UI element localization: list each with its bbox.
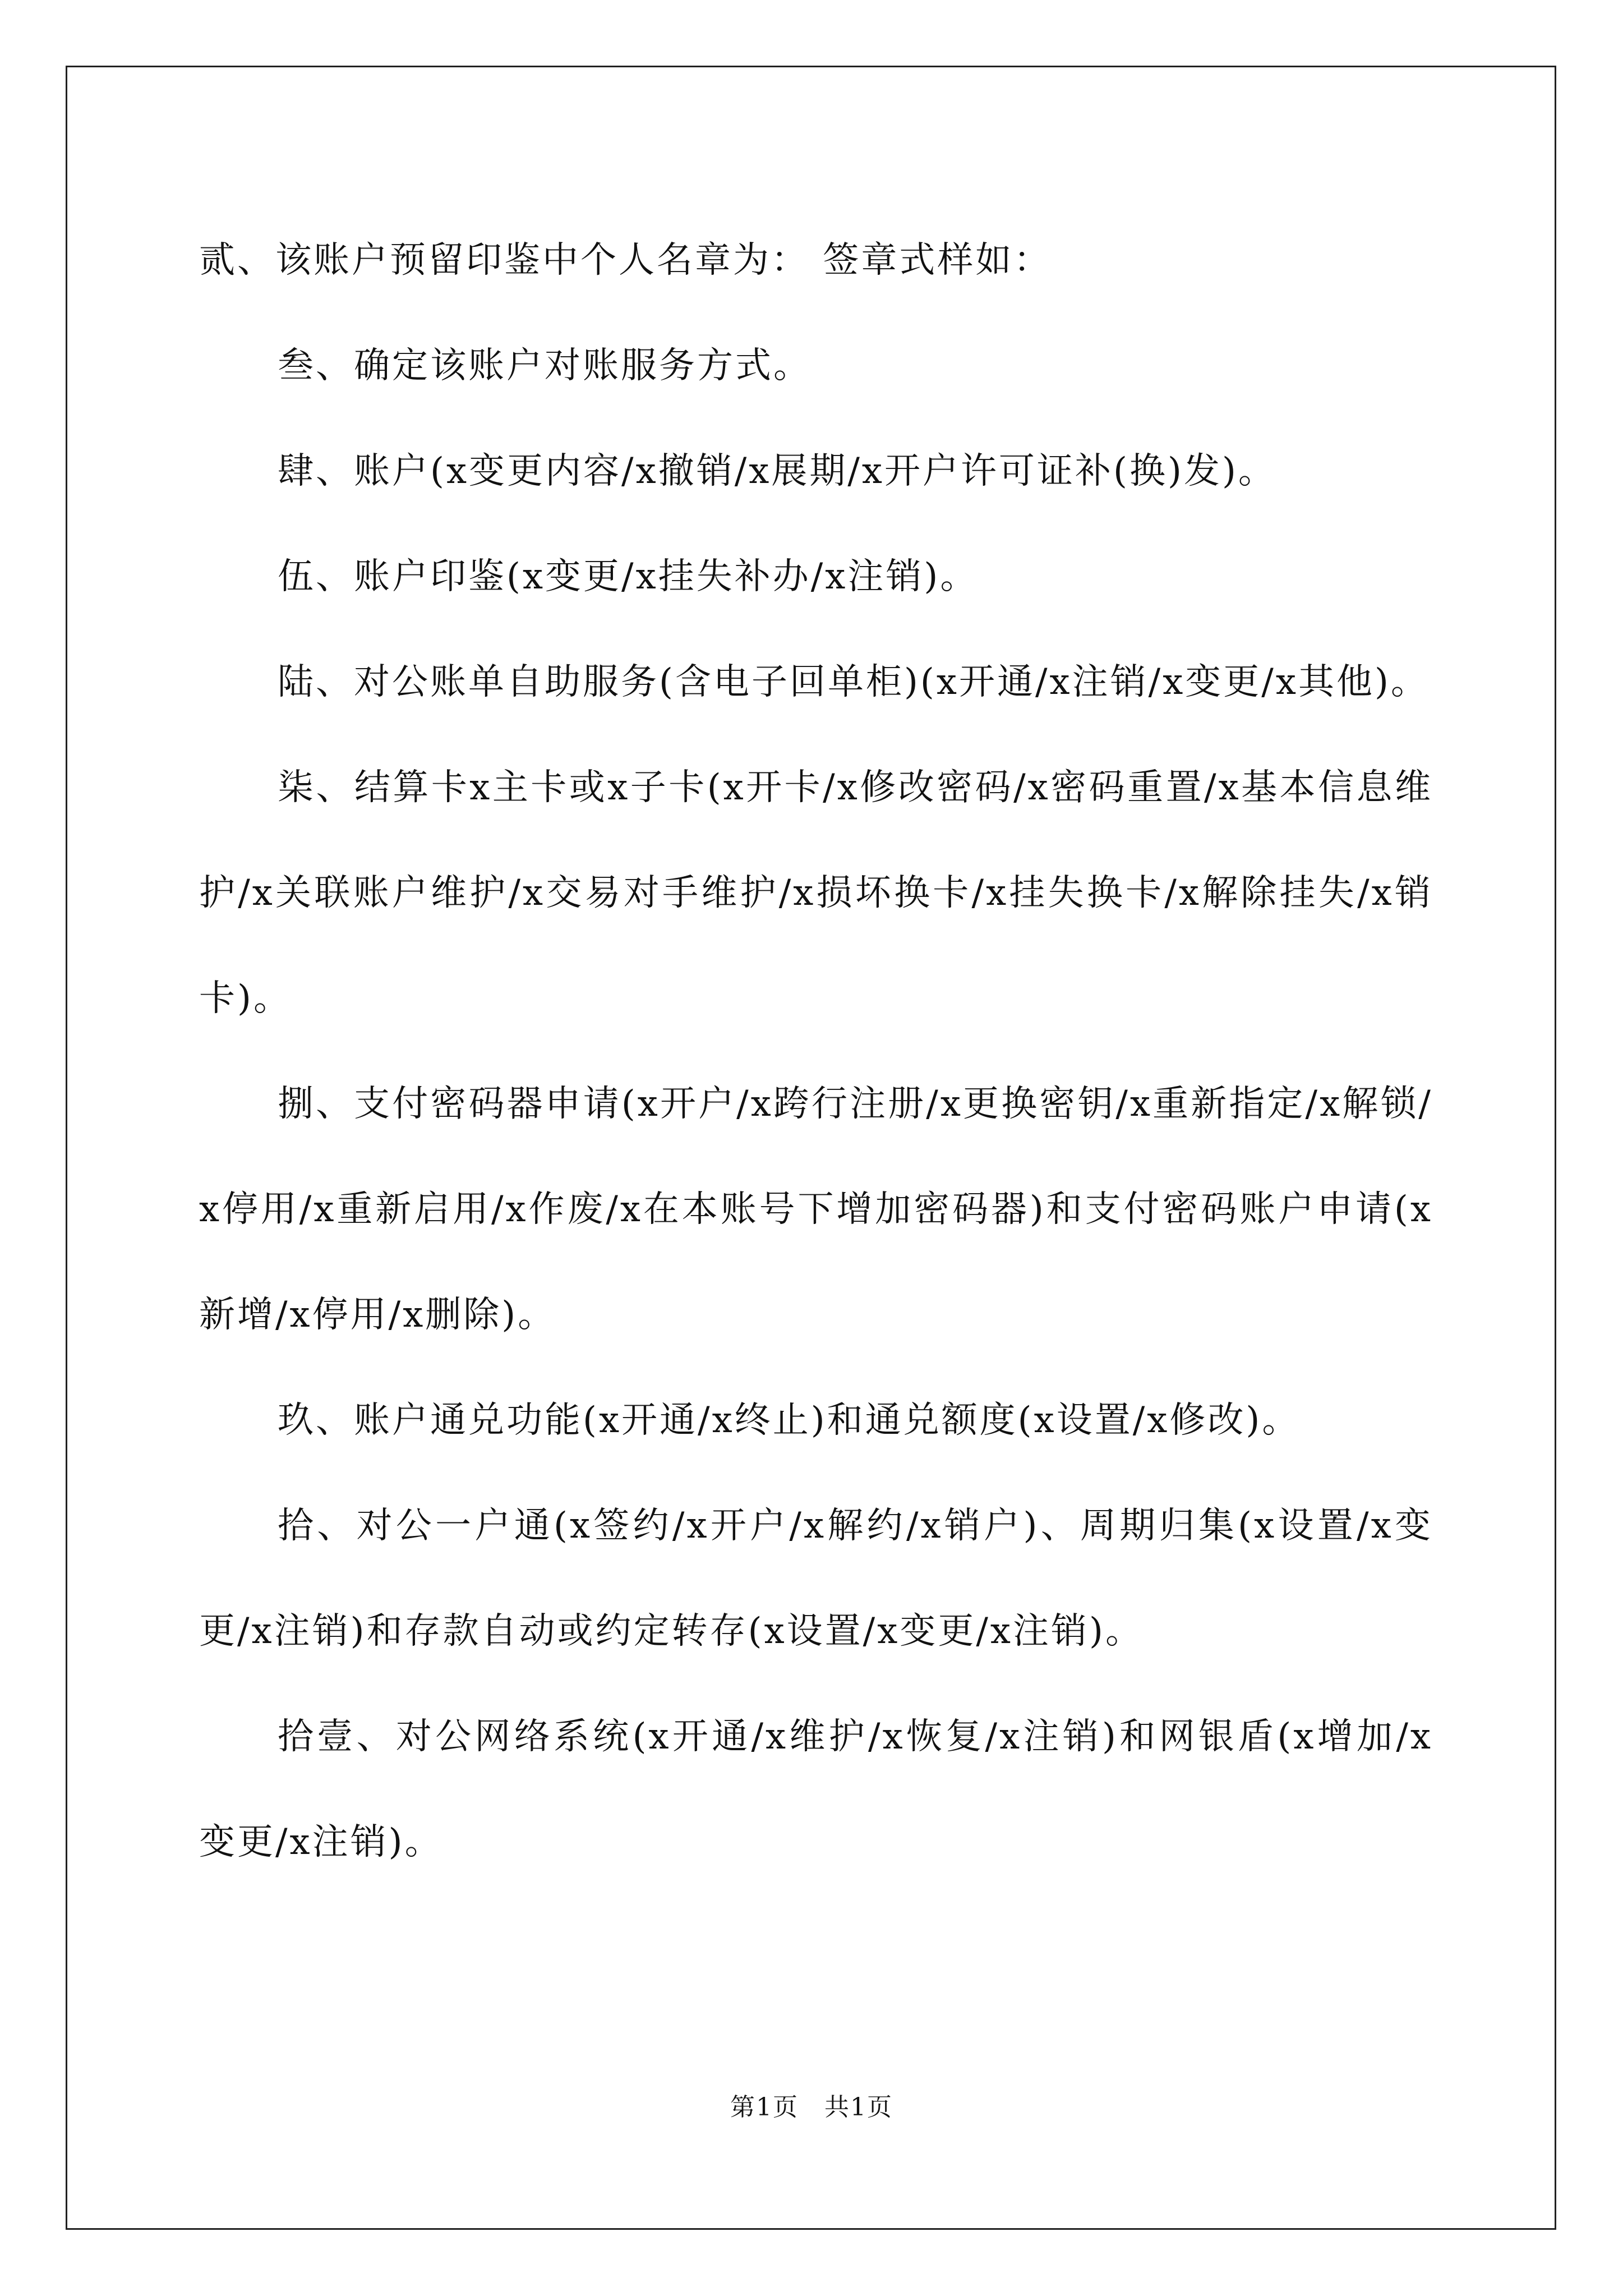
paragraph-4: 伍、账户印鉴(x变更/x挂失补办/x注销)。 xyxy=(278,556,979,597)
paragraph-10: 拾壹、对公网络系统(x开通/x维护/x恢复/x注销)和网银盾(x增加/x变更/x注销)。 xyxy=(199,1716,1433,1863)
paragraph-6: 柒、结算卡x主卡或x子卡(x开卡/x修改密码/x密码重置/x基本信息维护/x关联账户维护/x交易对手维护/x损坏换卡/x挂失换卡/x解除挂失/x销卡)。 xyxy=(199,767,1433,1019)
paragraph-7: 捌、支付密码器申请(x开户/x跨行注册/x更换密钥/x重新指定/x解锁/x停用/x重新启用/x作废/x在本账号下增加密码器)和支付密码账户申请(x新增/x停用/x删除)。 xyxy=(199,1083,1433,1336)
paragraph-5: 陆、对公账单自助服务(含电子回单柜)(x开通/x注销/x变更/x其他)。 xyxy=(278,661,1429,703)
paragraph-8: 玖、账户通兑功能(x开通/x终止)和通兑额度(x设置/x修改)。 xyxy=(278,1400,1301,1441)
paragraph-9: 拾、对公一户通(x签约/x开户/x解约/x销户)、周期归集(x设置/x变更/x注销)和存款自动或约定转存(x设置/x变更/x注销)。 xyxy=(199,1505,1433,1652)
paragraph-3: 肆、账户(x变更内容/x撤销/x展期/x开户许可证补(换)发)。 xyxy=(278,450,1276,492)
page-footer: 第1页 共1页 xyxy=(730,2093,893,2122)
paragraph-1: 贰、该账户预留印鉴中个人名章为： 签章式样如： xyxy=(199,240,1052,281)
paragraph-2: 叁、确定该账户对账服务方式。 xyxy=(278,345,811,386)
document-body xyxy=(199,208,1433,1895)
